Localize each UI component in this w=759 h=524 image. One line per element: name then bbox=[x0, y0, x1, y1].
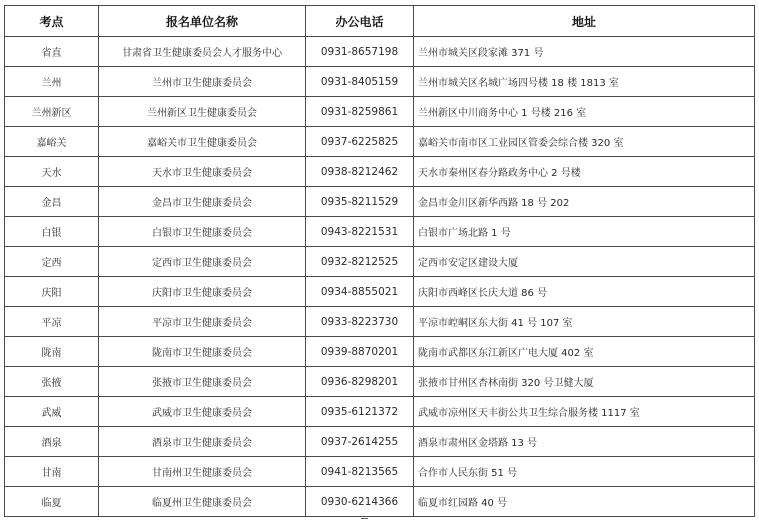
cell-org: 金昌市卫生健康委员会 bbox=[99, 187, 306, 217]
cell-address: 白银市广场北路 1 号 bbox=[414, 217, 755, 247]
cell-site: 兰州新区 bbox=[5, 97, 99, 127]
cell-phone: 0933-8223730 bbox=[306, 307, 414, 337]
cell-address: 兰州新区中川商务中心 1 号楼 216 室 bbox=[414, 97, 755, 127]
cell-site: 省直 bbox=[5, 37, 99, 67]
cell-org: 甘南州卫生健康委员会 bbox=[99, 457, 306, 487]
table-row bbox=[5, 397, 755, 427]
table-row bbox=[5, 307, 755, 337]
cell-org: 兰州市卫生健康委员会 bbox=[99, 67, 306, 97]
table-row bbox=[5, 217, 755, 247]
cell-org: 定西市卫生健康委员会 bbox=[99, 247, 306, 277]
header-site: 考点 bbox=[5, 6, 99, 37]
cell-phone: 0941-8213565 bbox=[306, 457, 414, 487]
cell-phone: 0931-8405159 bbox=[306, 67, 414, 97]
table-row bbox=[5, 337, 755, 367]
cell-org: 兰州新区卫生健康委员会 bbox=[99, 97, 306, 127]
cell-phone: 0937-2614255 bbox=[306, 427, 414, 457]
cell-site: 定西 bbox=[5, 247, 99, 277]
cell-address: 陇南市武都区东江新区广电大厦 402 室 bbox=[414, 337, 755, 367]
cell-phone: 0936-8298201 bbox=[306, 367, 414, 397]
cell-org: 嘉峪关市卫生健康委员会 bbox=[99, 127, 306, 157]
table-row bbox=[5, 427, 755, 457]
cell-site: 白银 bbox=[5, 217, 99, 247]
header-address: 地址 bbox=[414, 6, 755, 37]
table-row bbox=[5, 67, 755, 97]
cell-org: 酒泉市卫生健康委员会 bbox=[99, 427, 306, 457]
cell-org: 甘肃省卫生健康委员会人才服务中心 bbox=[99, 37, 306, 67]
cell-org: 白银市卫生健康委员会 bbox=[99, 217, 306, 247]
table-row bbox=[5, 247, 755, 277]
cell-site: 金昌 bbox=[5, 187, 99, 217]
cell-phone: 0931-8657198 bbox=[306, 37, 414, 67]
registration-contact-table bbox=[4, 5, 755, 517]
cell-phone: 0939-8870201 bbox=[306, 337, 414, 367]
cell-org: 陇南市卫生健康委员会 bbox=[99, 337, 306, 367]
cell-site: 武威 bbox=[5, 397, 99, 427]
cell-site: 天水 bbox=[5, 157, 99, 187]
cell-site: 临夏 bbox=[5, 487, 99, 517]
table-row bbox=[5, 127, 755, 157]
cell-site: 张掖 bbox=[5, 367, 99, 397]
bottom-edge-mark bbox=[361, 518, 368, 519]
cell-phone: 0935-8211529 bbox=[306, 187, 414, 217]
cell-address: 武威市凉州区天丰街公共卫生综合服务楼 1117 室 bbox=[414, 397, 755, 427]
cell-phone: 0938-8212462 bbox=[306, 157, 414, 187]
cell-site: 嘉峪关 bbox=[5, 127, 99, 157]
cell-address: 兰州市城关区名城广场四号楼 18 楼 1813 室 bbox=[414, 67, 755, 97]
cell-org: 庆阳市卫生健康委员会 bbox=[99, 277, 306, 307]
cell-address: 张掖市甘州区杏林南街 320 号卫健大厦 bbox=[414, 367, 755, 397]
table-row bbox=[5, 187, 755, 217]
cell-address: 嘉峪关市南市区工业园区管委会综合楼 320 室 bbox=[414, 127, 755, 157]
cell-phone: 0932-8212525 bbox=[306, 247, 414, 277]
cell-site: 陇南 bbox=[5, 337, 99, 367]
cell-address: 定西市安定区建设大厦 bbox=[414, 247, 755, 277]
cell-phone: 0931-8259861 bbox=[306, 97, 414, 127]
cell-phone: 0935-6121372 bbox=[306, 397, 414, 427]
table-header-row bbox=[5, 6, 755, 37]
cell-org: 武威市卫生健康委员会 bbox=[99, 397, 306, 427]
cell-phone: 0943-8221531 bbox=[306, 217, 414, 247]
cell-org: 天水市卫生健康委员会 bbox=[99, 157, 306, 187]
cell-address: 兰州市城关区段家滩 371 号 bbox=[414, 37, 755, 67]
table-row bbox=[5, 97, 755, 127]
cell-site: 平凉 bbox=[5, 307, 99, 337]
cell-phone: 0934-8855021 bbox=[306, 277, 414, 307]
cell-phone: 0930-6214366 bbox=[306, 487, 414, 517]
contact-table-sheet bbox=[4, 5, 754, 517]
table-row bbox=[5, 37, 755, 67]
table-row bbox=[5, 157, 755, 187]
cell-org: 临夏州卫生健康委员会 bbox=[99, 487, 306, 517]
cell-site: 酒泉 bbox=[5, 427, 99, 457]
header-org: 报名单位名称 bbox=[99, 6, 306, 37]
table-row bbox=[5, 277, 755, 307]
cell-address: 金昌市金川区新华西路 18 号 202 bbox=[414, 187, 755, 217]
cell-address: 天水市秦州区春分路政务中心 2 号楼 bbox=[414, 157, 755, 187]
cell-site: 兰州 bbox=[5, 67, 99, 97]
header-phone: 办公电话 bbox=[306, 6, 414, 37]
table-row bbox=[5, 457, 755, 487]
table-row bbox=[5, 367, 755, 397]
cell-org: 平凉市卫生健康委员会 bbox=[99, 307, 306, 337]
cell-org: 张掖市卫生健康委员会 bbox=[99, 367, 306, 397]
cell-address: 平凉市崆峒区东大街 41 号 107 室 bbox=[414, 307, 755, 337]
table-row bbox=[5, 487, 755, 517]
cell-site: 庆阳 bbox=[5, 277, 99, 307]
cell-address: 庆阳市西峰区长庆大道 86 号 bbox=[414, 277, 755, 307]
cell-site: 甘南 bbox=[5, 457, 99, 487]
cell-phone: 0937-6225825 bbox=[306, 127, 414, 157]
cell-address: 临夏市红园路 40 号 bbox=[414, 487, 755, 517]
cell-address: 酒泉市肃州区金塔路 13 号 bbox=[414, 427, 755, 457]
cell-address: 合作市人民东街 51 号 bbox=[414, 457, 755, 487]
